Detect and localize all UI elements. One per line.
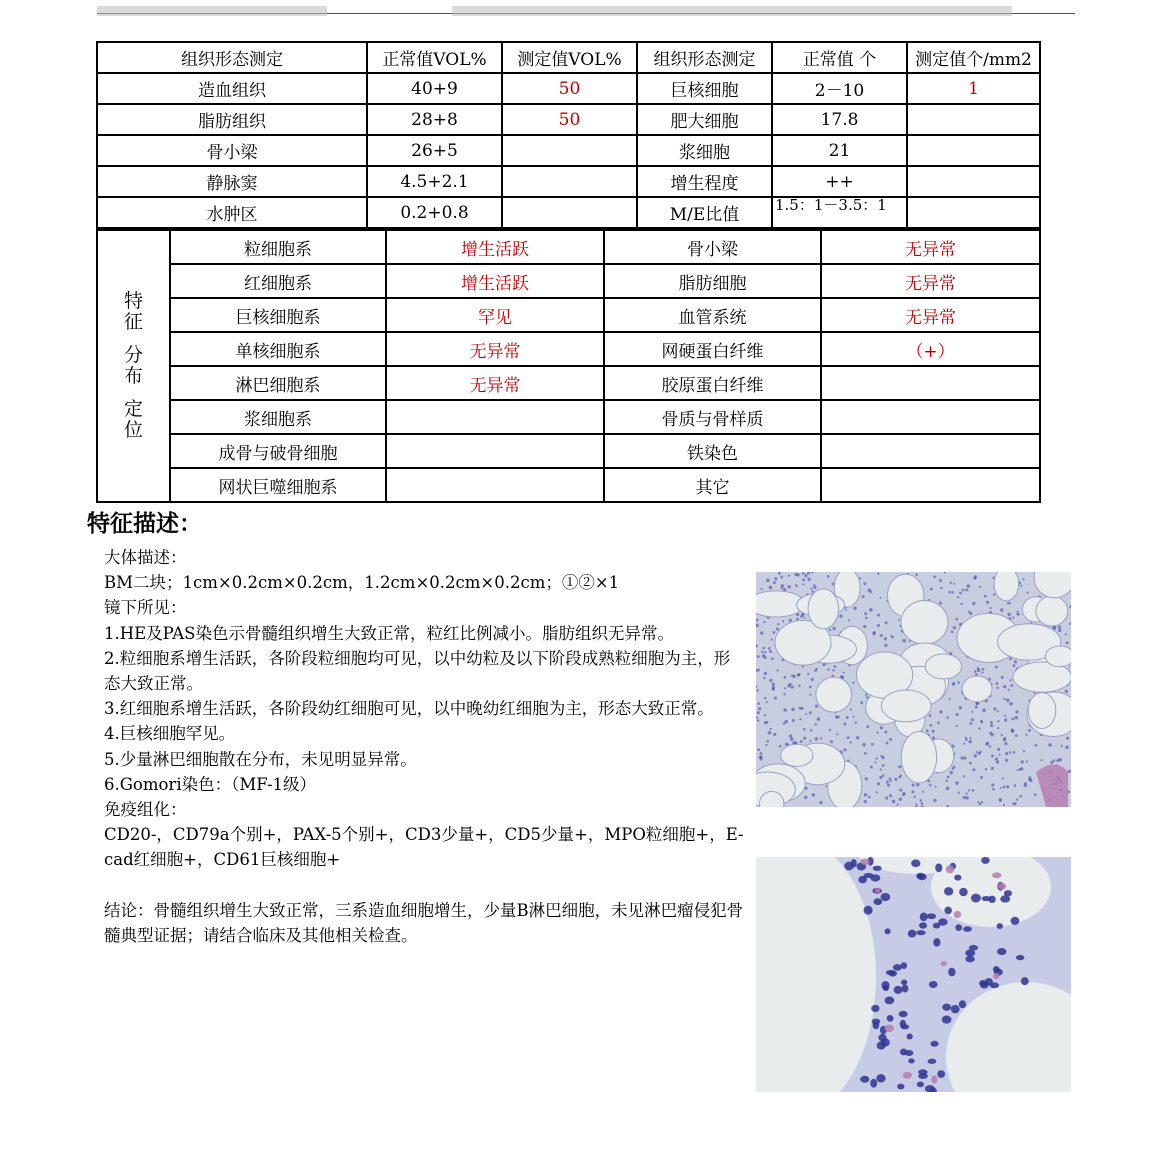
table-cell [502,135,637,166]
table-row [97,264,1040,298]
table-header-row [97,42,1040,73]
feature-value: 无异常 [821,264,1040,298]
feature-value [821,434,1040,468]
finding-4: 4.巨核细胞罕见。 [104,724,236,744]
feature-value [821,468,1040,502]
column-header: 测定值个/mm2 [907,42,1040,73]
side-label: 特 征 [123,290,143,333]
feature-value: 增生活跃 [386,264,604,298]
feature-name: 成骨与破骨细胞 [170,434,386,468]
table-cell: 肥大细胞 [637,104,772,135]
column-header: 组织形态测定 [637,42,772,73]
micrograph-low-power [756,572,1071,807]
feature-name: 铁染色 [604,434,821,468]
table-cell: 增生程度 [637,166,772,197]
finding-5: 5.少量淋巴细胞散在分布，未见明显异常。 [104,749,417,769]
feature-name: 红细胞系 [170,264,386,298]
feature-value: 无异常 [821,298,1040,332]
table-cell: 脂肪组织 [97,104,367,135]
cropped-header-text [97,6,327,16]
table-cell: 骨小梁 [97,135,367,166]
table-cell: 26+5 [367,135,502,166]
feature-name: 胶原蛋白纤维 [604,366,821,400]
table-cell [907,166,1040,197]
feature-value [386,468,604,502]
feature-distribution-table [96,229,1041,503]
table-row [97,166,1040,197]
table-row [97,468,1040,502]
ihc-text: CD20-，CD79a个别+，PAX-5个别+，CD3少量+，CD5少量+，MPO粒细胞+，E-cad红细胞+，CD61巨核细胞+ [104,825,744,870]
section-heading: 特征描述： [87,511,202,537]
micro-title: 镜下所见： [104,598,187,618]
table-row [97,73,1040,104]
table-cell: M/E比值 [637,197,772,228]
feature-name: 脂肪细胞 [604,264,821,298]
finding-3: 3.红细胞系增生活跃，各阶段幼红细胞可见，以中晚幼红细胞为主，形态大致正常。 [104,699,714,719]
table-cell: 17.8 [772,104,907,135]
table-cell: 造血组织 [97,73,367,104]
feature-name: 网状巨噬细胞系 [170,468,386,502]
feature-name: 浆细胞系 [170,400,386,434]
ihc-title: 免疫组化： [104,800,187,820]
morphology-table [96,41,1041,229]
conclusion: 结论：骨髓组织增生大致正常，三系造血细胞增生，少量B淋巴细胞，未见淋巴瘤侵犯骨髓典型证据；请结合临床及其他相关检查。 [104,900,744,945]
feature-value [386,400,604,434]
feature-value [386,434,604,468]
column-header: 正常值 个 [772,42,907,73]
column-header: 组织形态测定 [97,42,367,73]
feature-value: 无异常 [821,230,1040,264]
table-cell [907,135,1040,166]
table-row [97,298,1040,332]
finding-2: 2.粒细胞系增生活跃，各阶段粒细胞均可见，以中幼粒及以下阶段成熟粒细胞为主，形态大致正常。 [104,648,731,694]
table-row [97,400,1040,434]
gross-title: 大体描述： [104,548,187,567]
table-cell: 50 [502,104,637,135]
table-cell [502,166,637,197]
finding-6: 6.Gomori染色：（MF-1级） [104,774,317,794]
column-header: 正常值VOL% [367,42,502,73]
feature-name: 骨质与骨样质 [604,400,821,434]
table-row [97,197,1040,228]
feature-name: 粒细胞系 [170,230,386,264]
feature-value: 无异常 [386,332,604,366]
feature-value [821,366,1040,400]
table-cell: 28+8 [367,104,502,135]
table-cell: 2－10 [772,73,907,104]
feature-value [821,400,1040,434]
column-header: 测定值VOL% [502,42,637,73]
description-block [104,545,744,948]
table-row [97,366,1040,400]
header-rule [97,13,1075,14]
table-row [97,135,1040,166]
table-cell: 水肿区 [97,197,367,228]
table-cell: 1.5：1－3.5：1 [772,197,907,228]
table-row [97,104,1040,135]
table-cell [907,104,1040,135]
table-cell: 4.5+2.1 [367,166,502,197]
table-row [97,434,1040,468]
table-row [97,230,1040,264]
spacer [104,873,744,898]
table-cell: 21 [772,135,907,166]
feature-name: 单核细胞系 [170,332,386,366]
side-label: 定 位 [123,398,143,441]
finding-1: 1.HE及PAS染色示骨髓组织增生大致正常，粒红比例减小。脂肪组织无异常。 [104,623,674,643]
cropped-header-text [452,6,1012,16]
gross-text: BM二块；1cm×0.2cm×0.2cm，1.2cm×0.2cm×0.2cm；①②×1 [104,573,620,593]
feature-name: 骨小梁 [604,230,821,264]
table-cell: 40+9 [367,73,502,104]
feature-value: 增生活跃 [386,230,604,264]
table-cell: 0.2+0.8 [367,197,502,228]
table-cell: 50 [502,73,637,104]
feature-name: 血管系统 [604,298,821,332]
table-cell: ++ [772,166,907,197]
table-cell [502,197,637,228]
micrograph-high-power [756,857,1071,1092]
table-cell: 巨核细胞 [637,73,772,104]
feature-value: （+） [821,332,1040,366]
feature-value: 无异常 [386,366,604,400]
feature-value: 罕见 [386,298,604,332]
table-cell: 静脉窦 [97,166,367,197]
feature-name: 巨核细胞系 [170,298,386,332]
feature-name: 淋巴细胞系 [170,366,386,400]
feature-name: 其它 [604,468,821,502]
feature-name: 网硬蛋白纤维 [604,332,821,366]
side-label-cell [97,230,170,502]
table-cell: 1 [907,73,1040,104]
table-cell [907,197,1040,228]
table-cell: 浆细胞 [637,135,772,166]
table-row [97,332,1040,366]
side-label: 分 布 [123,344,143,387]
